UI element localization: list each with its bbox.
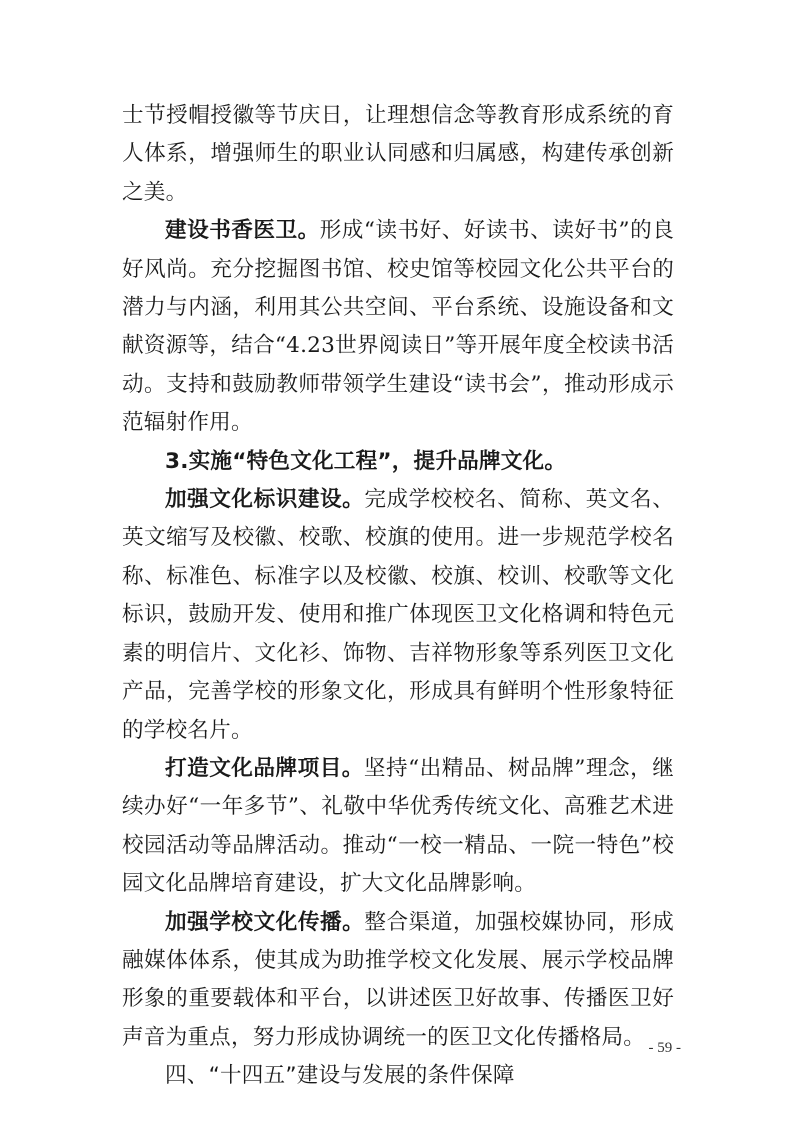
paragraph-text: 坚持“出精品、树品牌”理念，继续办好“一年多节”、礼敬中华优秀传统文化、高雅艺术进校园活动等品牌活动。推动“一校一精品、一院一特色”校园文化品牌培育建设，扩大文化品牌影响。 [122, 755, 674, 897]
paragraph-text: 形成“读书好、好读书、读好书”的良好风尚。充分挖掘图书馆、校史馆等校园文化公共平台的潜力与内涵，利用其公共空间、平台系统、设施设备和文献资源等，结合“4.23世界阅读日”等开展年度全校读书活动。支持和鼓励教师带领学生建设“读书会”，推动形成示范辐射作用。 [122, 218, 674, 436]
paragraph-text: 整合渠道，加强校媒协同，形成融媒体体系，使其成为助推学校文化发展、展示学校品牌形象的重要载体和平台，以讲述医卫好故事、传播医卫好声音为重点，努力形成协调统一的医卫文化传播格局。 [122, 909, 674, 1050]
paragraph-lead: 加强文化标识建设。 [165, 487, 365, 513]
paragraph-culture-communication [122, 904, 674, 1058]
section-heading-4: 四、“十四五”建设与发展的条件保障 [165, 1063, 515, 1089]
paragraph-brand-projects [122, 750, 674, 904]
page-number: - 59 - [648, 1040, 681, 1056]
paragraph-continuation: 士节授帽授徽等节庆日，让理想信念等教育形成系统的育人体系，增强师生的职业认同感和归属感，构建传承创新之美。 [122, 103, 674, 205]
paragraph-lead: 打造文化品牌项目。 [165, 755, 364, 781]
document-body [122, 97, 674, 1096]
section-heading-3: 3.实施“特色文化工程”，提升品牌文化。 [165, 448, 567, 474]
paragraph-lead: 加强学校文化传播。 [165, 909, 365, 935]
paragraph-bookish-campus [122, 212, 674, 442]
paragraph-lead: 建设书香医卫。 [165, 218, 320, 244]
paragraph-cultural-identity [122, 481, 674, 750]
paragraph-text: 完成学校校名、简称、英文名、英文缩写及校徽、校歌、校旗的使用。进一步规范学校名称、标准色、标准字以及校徽、校旗、校训、校歌等文化标识，鼓励开发、使用和推广体现医卫文化格调和特色元素的明信片、文化衫、饰物、吉祥物形象等系列医卫文化产品，完善学校的形象文化，形成具有鲜明个性形象特征的学校名片。 [122, 487, 674, 743]
